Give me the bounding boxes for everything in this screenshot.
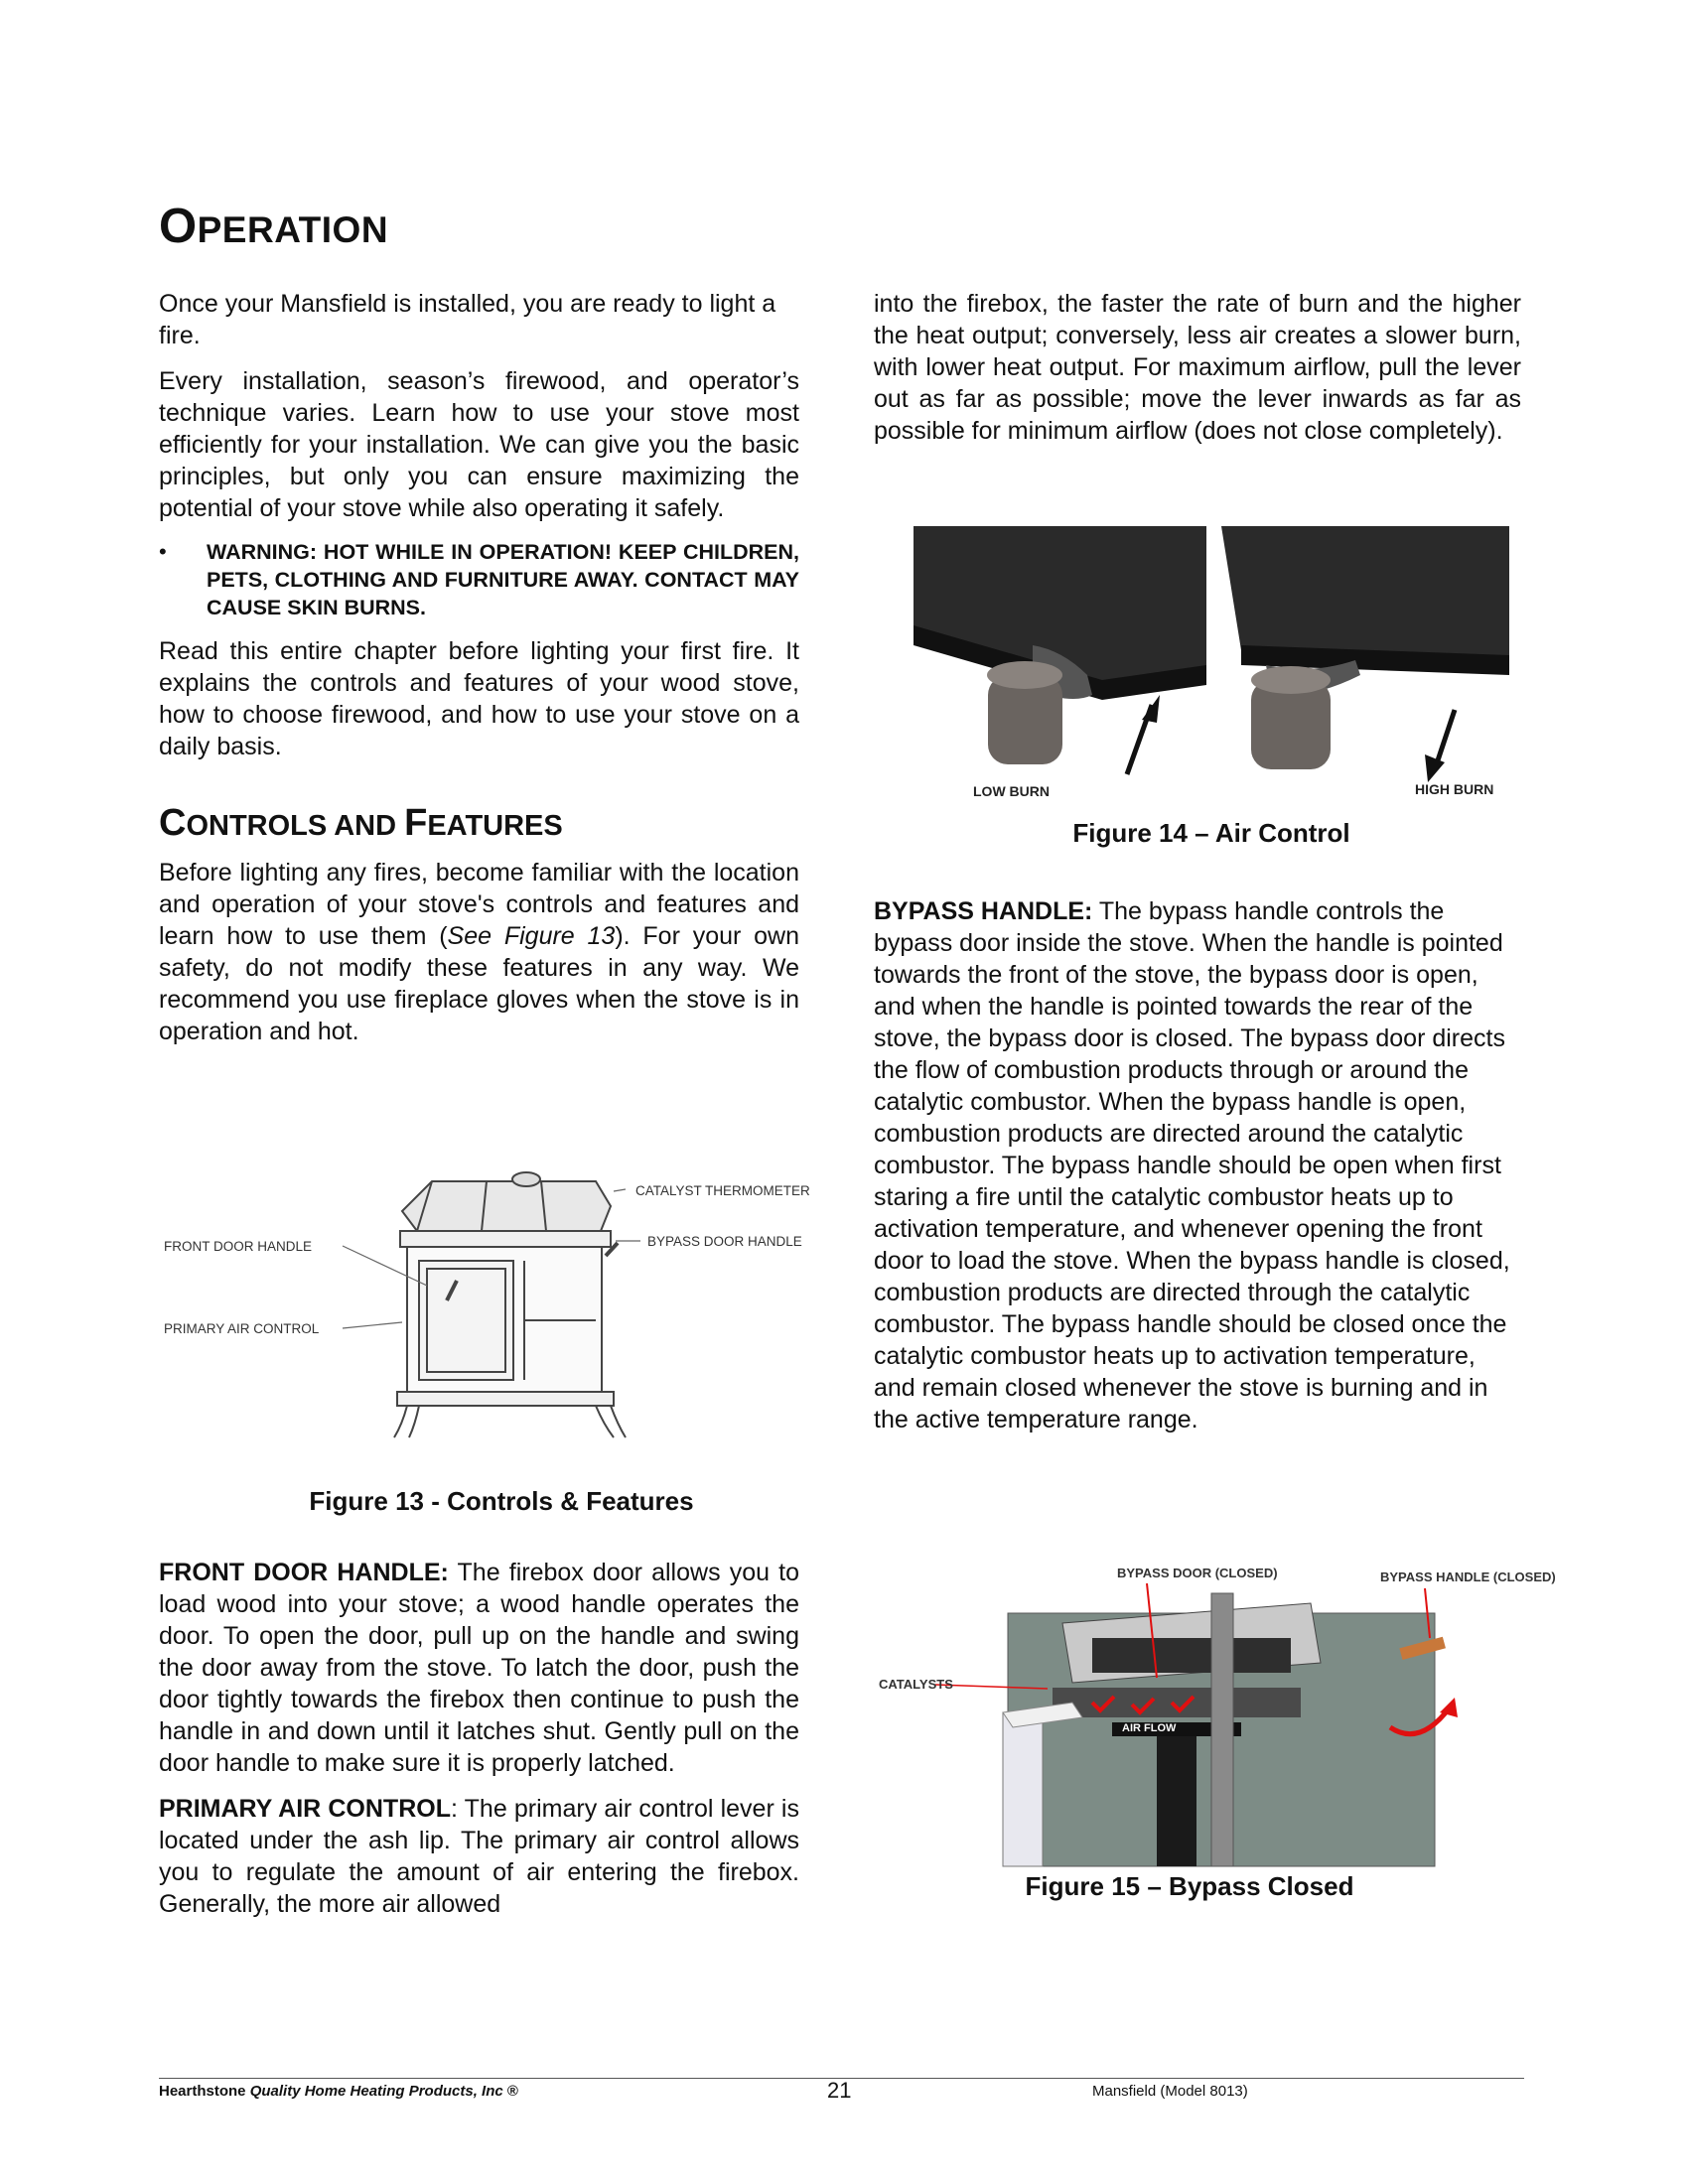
low-burn-view [914, 526, 1206, 774]
label-catalyst-thermometer: CATALYST THERMOMETER [635, 1183, 810, 1198]
left-column-lower [159, 1557, 799, 1934]
figure-15-bypass-closed [874, 1564, 1569, 1881]
label-bypass-handle-closed: BYPASS HANDLE (CLOSED) [1380, 1570, 1556, 1584]
label-primary-air-control: PRIMARY AIR CONTROL [164, 1321, 320, 1336]
high-burn-view [1221, 526, 1509, 782]
footer-brand: Hearthstone Quality Home Heating Products, Inc ® [159, 2083, 518, 2100]
footer-model: Mansfield (Model 8013) [1092, 2083, 1248, 2100]
intro-paragraph: Once your Mansfield is installed, you are ready to light a fire. [159, 290, 776, 349]
label-low-burn: LOW BURN [973, 783, 1050, 799]
page-number: 21 [827, 2078, 852, 2103]
primary-air-paragraph: PRIMARY AIR CONTROL: The primary air control lever is located under the ash lip. The primary air control allows you to regulate the amount of air entering the firebox. Generally, the more air allowed [159, 1795, 799, 1918]
label-bypass-door-closed: BYPASS DOOR (CLOSED) [1117, 1566, 1278, 1580]
label-front-door-handle: FRONT DOOR HANDLE [164, 1239, 313, 1254]
air-control-continued: into the firebox, the faster the rate of burn and the higher the heat output; conversely, less air creates a slower burn, with lower heat output. For maximum airflow, pull the lever out as far as possible; move the lever inwards as far as possible for minimum airflow (does not close completely). [874, 290, 1521, 445]
figure-15-caption: Figure 15 – Bypass Closed [1025, 1871, 1354, 1901]
figure-14-caption: Figure 14 – Air Control [1072, 818, 1350, 848]
label-high-burn: HIGH BURN [1415, 781, 1494, 797]
label-air-flow: AIR FLOW [1122, 1722, 1177, 1734]
section-heading: CONTROLS AND FEATURES [159, 802, 563, 844]
label-catalysts: CATALYSTS [879, 1677, 953, 1692]
bullet: • [159, 539, 167, 564]
front-door-paragraph: FRONT DOOR HANDLE: The firebox door allows you to load wood into your stove; a wood handle operates the door. To open the door, pull up on the handle and swing the door away from the stove. To latch the door, push the door tightly towards the firebox then continue to push the handle in and down until it latches shut. Gently pull on the door handle to make sure it is properly latched. [159, 1559, 799, 1777]
bypass-paragraph: BYPASS HANDLE: The bypass handle controls the bypass door inside the stove. When the handle is pointed towards the front of the stove, the bypass door is open, and when the handle is pointed towards the rear of the stove, the bypass door is closed. The bypass door directs the flow of combustion products through or around the catalytic combustor. When the bypass handle is open, combustion products are directed around the catalytic combustor. The bypass handle should be open when first staring a fire until the catalytic combustor heats up to activation temperature, and whenever opening the front door to load the stove. When the bypass handle is closed, combustion products are directed through the catalytic combustor. The bypass handle should be closed once the catalytic combustor heats up to activation temperature, and remain closed whenever the stove is burning and in the active temperature range. [874, 897, 1510, 1433]
right-column-lower [874, 895, 1521, 1449]
controls-paragraph: Before lighting any fires, become familiar with the location and operation of your stove's controls and features and learn how to use them (See Figure 13). For your own safety, do not modify these features in any way. We recommend you use fireplace gloves when the stove is in operation and hot. [159, 859, 799, 1045]
read-chapter-paragraph: Read this entire chapter before lighting your first fire. It explains the controls and features of your wood stove, how to choose firewood, and how to use your stove on a daily basis. [159, 637, 799, 760]
right-column [874, 288, 1521, 461]
left-column [159, 288, 799, 1061]
figure-13-stove-diagram [159, 1152, 844, 1439]
principles-paragraph: Every installation, season’s firewood, and operator’s technique varies. Learn how to use your stove most efficiently for your installation. We can give you the basic principles, but only you can ensure maximizing the potential of your stove while also operating it safely. [159, 367, 799, 522]
label-bypass-door-handle: BYPASS DOOR HANDLE [647, 1234, 802, 1249]
warning-text: WARNING: HOT WHILE IN OPERATION! KEEP CHILDREN, PETS, CLOTHING AND FURNITURE AWAY. CONTACT MAY CAUSE SKIN BURNS. [207, 540, 799, 619]
page-title: OPERATION [159, 200, 389, 253]
figure-14-air-control [914, 526, 1509, 804]
figure-13-caption: Figure 13 - Controls & Features [309, 1486, 694, 1516]
figure-reference: See Figure 13 [447, 922, 616, 950]
warning-item [159, 538, 799, 621]
